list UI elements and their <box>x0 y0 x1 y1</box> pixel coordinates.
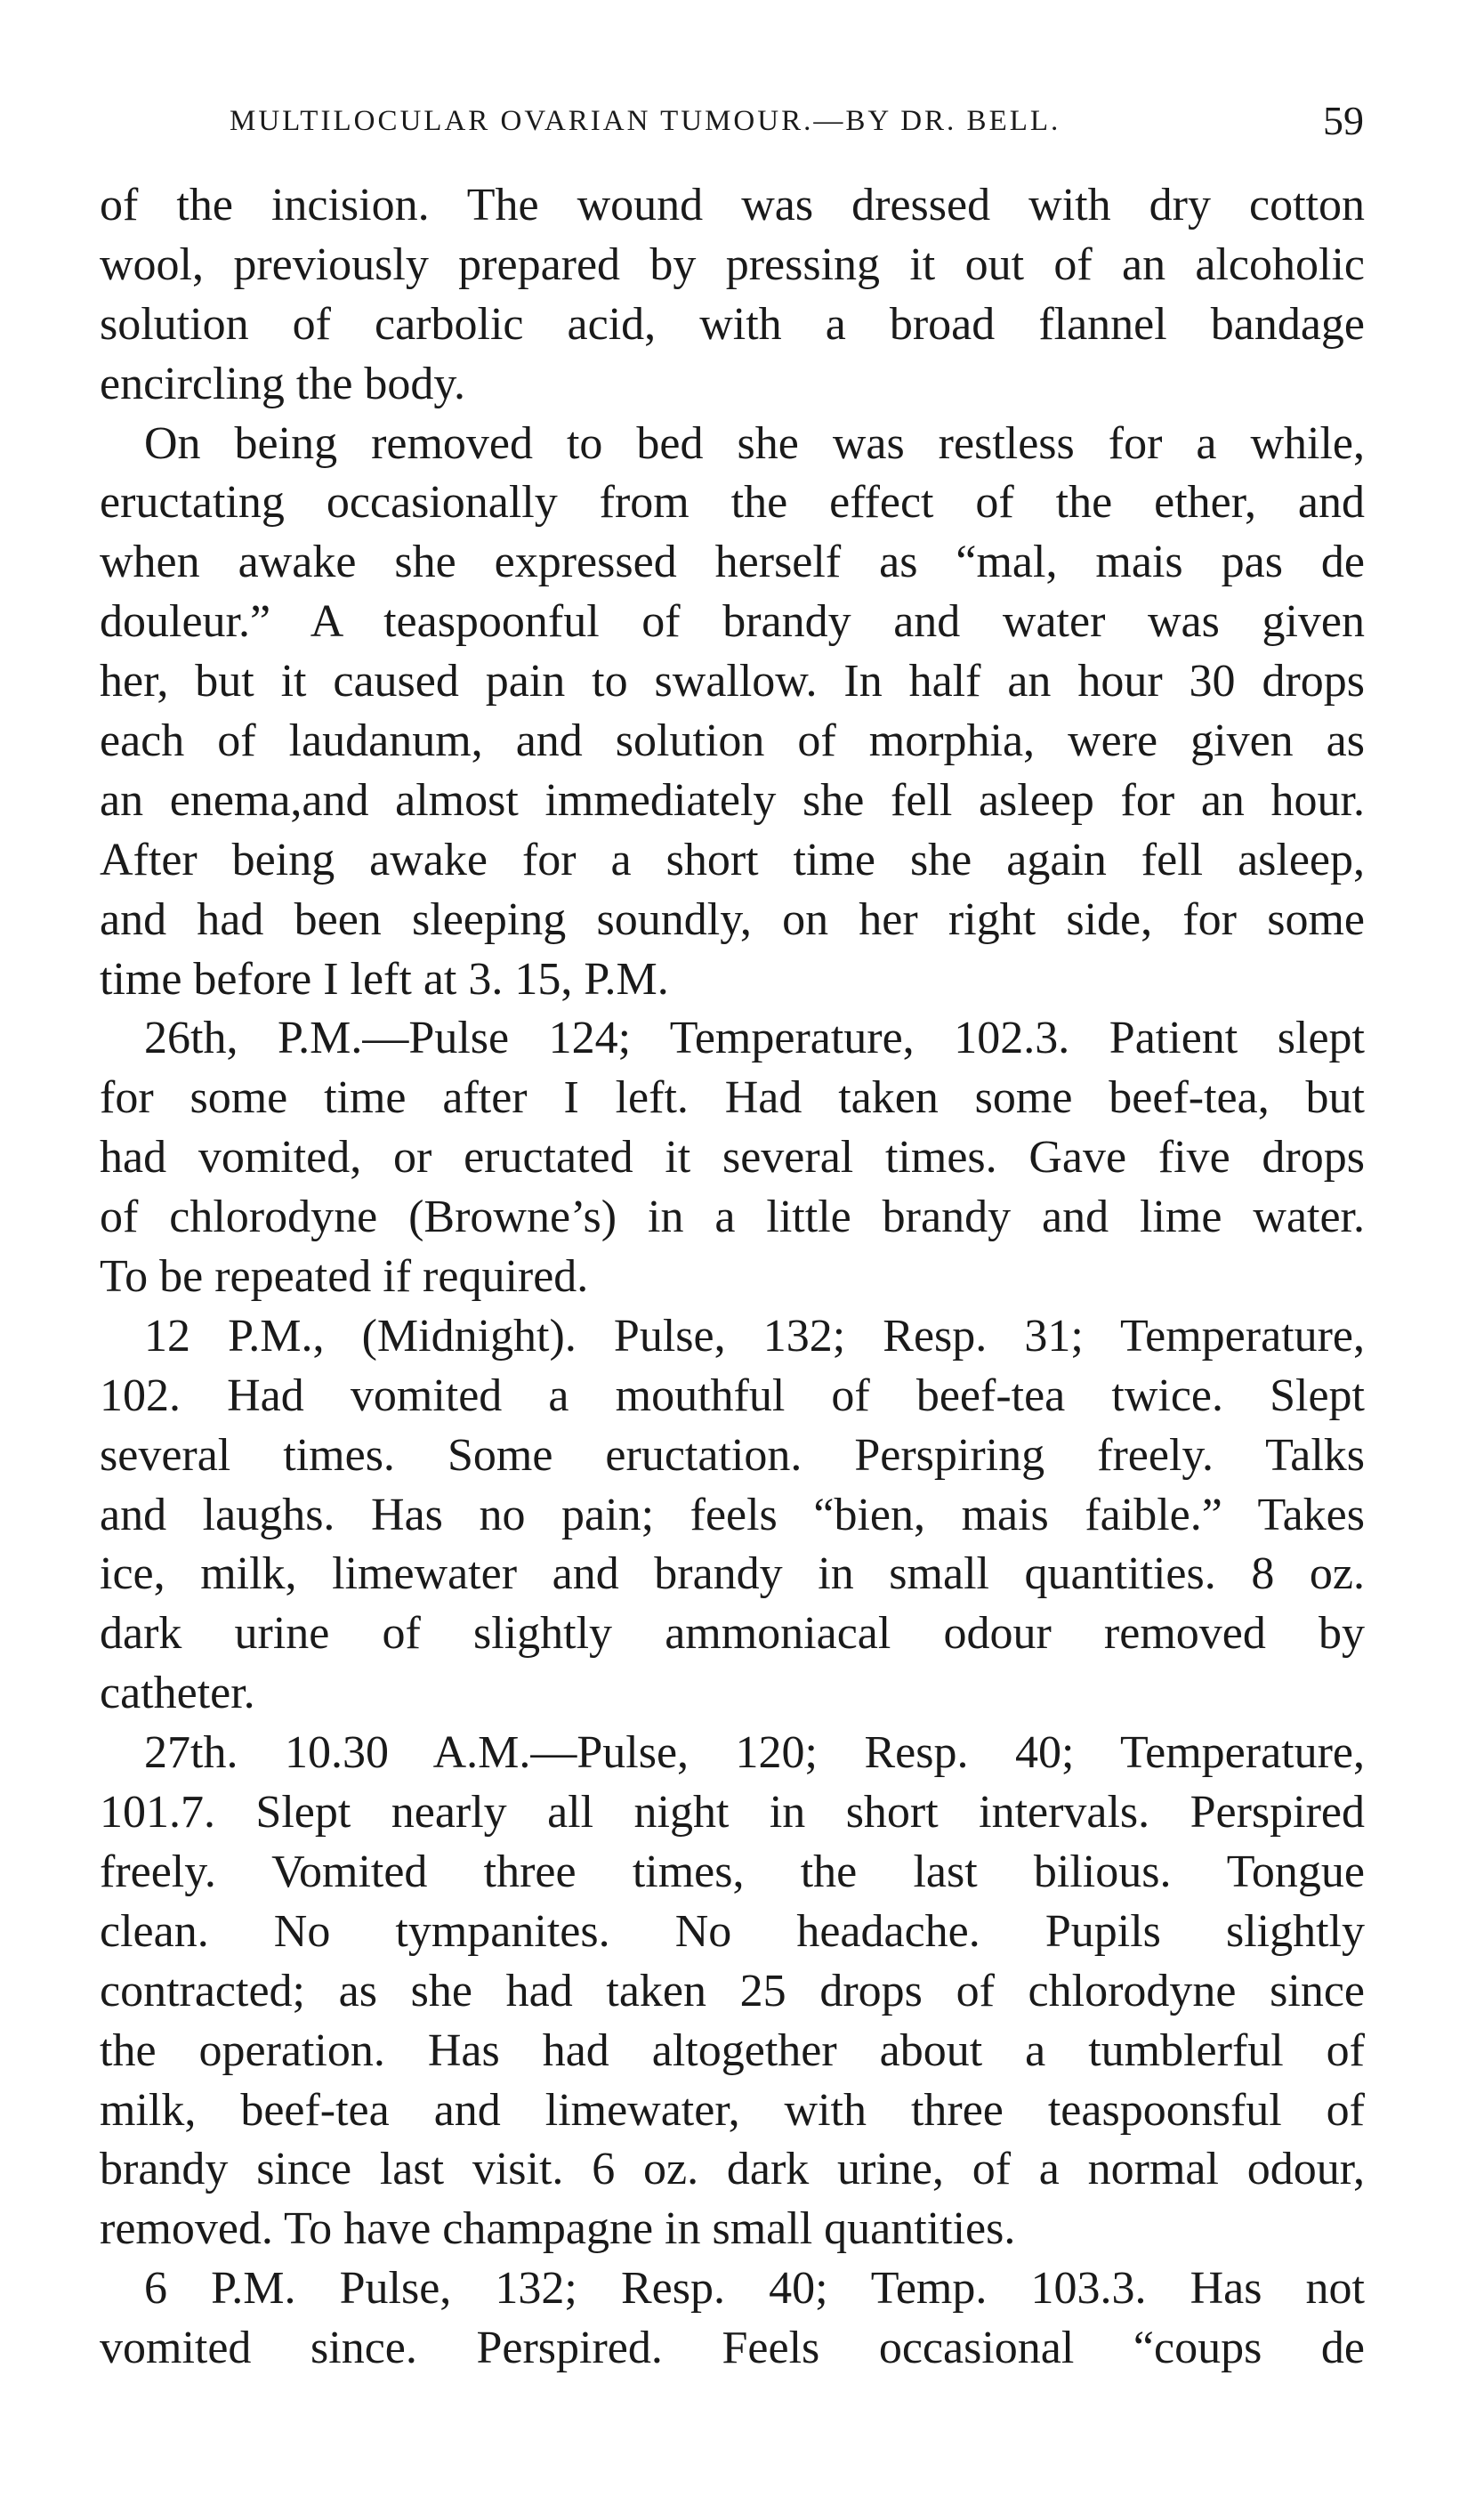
text-line: douleur.” A teaspoonful of brandy and water was given <box>100 596 1365 648</box>
text-line: 102. Had vomited a mouthful of beef-tea twice. Slept <box>100 1370 1365 1421</box>
text-line: of the incision. The wound was dressed with dry cotton <box>100 180 1365 230</box>
text-line: and had been sleeping soundly, on her right side, for some <box>100 893 1365 945</box>
text-line: milk, beef-tea and limewater, with three teaspoonsful of <box>100 2084 1365 2136</box>
text-line: several times. Some eructation. Perspiring freely. Talks <box>100 1429 1365 1481</box>
paragraph-first-line: 6 P.M. Pulse, 132; Resp. 40; Temp. 103.3. Has not <box>144 2263 1365 2315</box>
text-line: solution of carbolic acid, with a broad flannel bandage <box>100 298 1365 350</box>
running-head <box>230 96 1364 146</box>
running-title: MULTILOCULAR OVARIAN TUMOUR.—BY DR. BELL. <box>230 105 1061 137</box>
text-line: an enema,and almost immediately she fell asleep for an hour. <box>100 774 1365 826</box>
text-line: To be repeated if required. <box>100 1251 589 1303</box>
text-line: brandy since last visit. 6 oz. dark urine, of a normal odour, <box>100 2144 1365 2195</box>
text-line: catheter. <box>100 1668 255 1719</box>
paragraph-first-line: 27th. 10.30 A.M.—Pulse, 120; Resp. 40; Temperature, <box>144 1727 1365 1779</box>
text-line: wool, previously prepared by pressing it out of an alcoholic <box>100 238 1365 290</box>
paragraph-first-line: 26th, P.M.—Pulse 124; Temperature, 102.3. Patient slept <box>144 1013 1365 1064</box>
text-line: and laughs. Has no pain; feels “bien, mais faible.” Takes <box>100 1489 1365 1540</box>
text-line: ice, milk, limewater and brandy in small quantities. 8 oz. <box>100 1548 1365 1600</box>
paragraph-first-line: 12 P.M., (Midnight). Pulse, 132; Resp. 31; Temperature, <box>144 1310 1365 1362</box>
text-line: each of laudanum, and solution of morphia, were given as <box>100 715 1365 767</box>
text-line: when awake she expressed herself as “mal, mais pas de <box>100 537 1365 588</box>
text-line: encircling the body. <box>100 358 466 409</box>
text-line: vomited since. Perspired. Feels occasional “coups de <box>100 2323 1365 2374</box>
text-line: clean. No tympanites. No headache. Pupils slightly <box>100 1905 1365 1957</box>
text-line: had vomited, or eructated it several times. Gave five drops <box>100 1132 1365 1184</box>
text-line: After being awake for a short time she again fell asleep, <box>100 834 1365 885</box>
text-line: the operation. Has had altogether about a tumblerful of <box>100 2024 1365 2076</box>
body-text <box>100 176 1365 2379</box>
text-line: her, but it caused pain to swallow. In half an hour 30 drops <box>100 656 1365 707</box>
text-line: contracted; as she had taken 25 drops of chlorodyne since <box>100 1965 1365 2016</box>
text-line: time before I left at 3. 15, P.M. <box>100 953 669 1005</box>
text-line: for some time after I left. Had taken some beef-tea, but <box>100 1072 1365 1124</box>
text-line: of chlorodyne (Browne’s) in a little brandy and lime water. <box>100 1192 1365 1243</box>
text-line: 101.7. Slept nearly all night in short intervals. Perspired <box>100 1787 1365 1838</box>
page-number: 59 <box>1323 98 1364 143</box>
text-line: freely. Vomited three times, the last bilious. Tongue <box>100 1846 1365 1897</box>
text-line: removed. To have champagne in small quantities. <box>100 2203 1016 2255</box>
text-line: eructating occasionally from the effect of the ether, and <box>100 477 1365 529</box>
paragraph-first-line: On being removed to bed she was restless for a while, <box>144 417 1365 469</box>
text-line: dark urine of slightly ammoniacal odour removed by <box>100 1608 1365 1660</box>
